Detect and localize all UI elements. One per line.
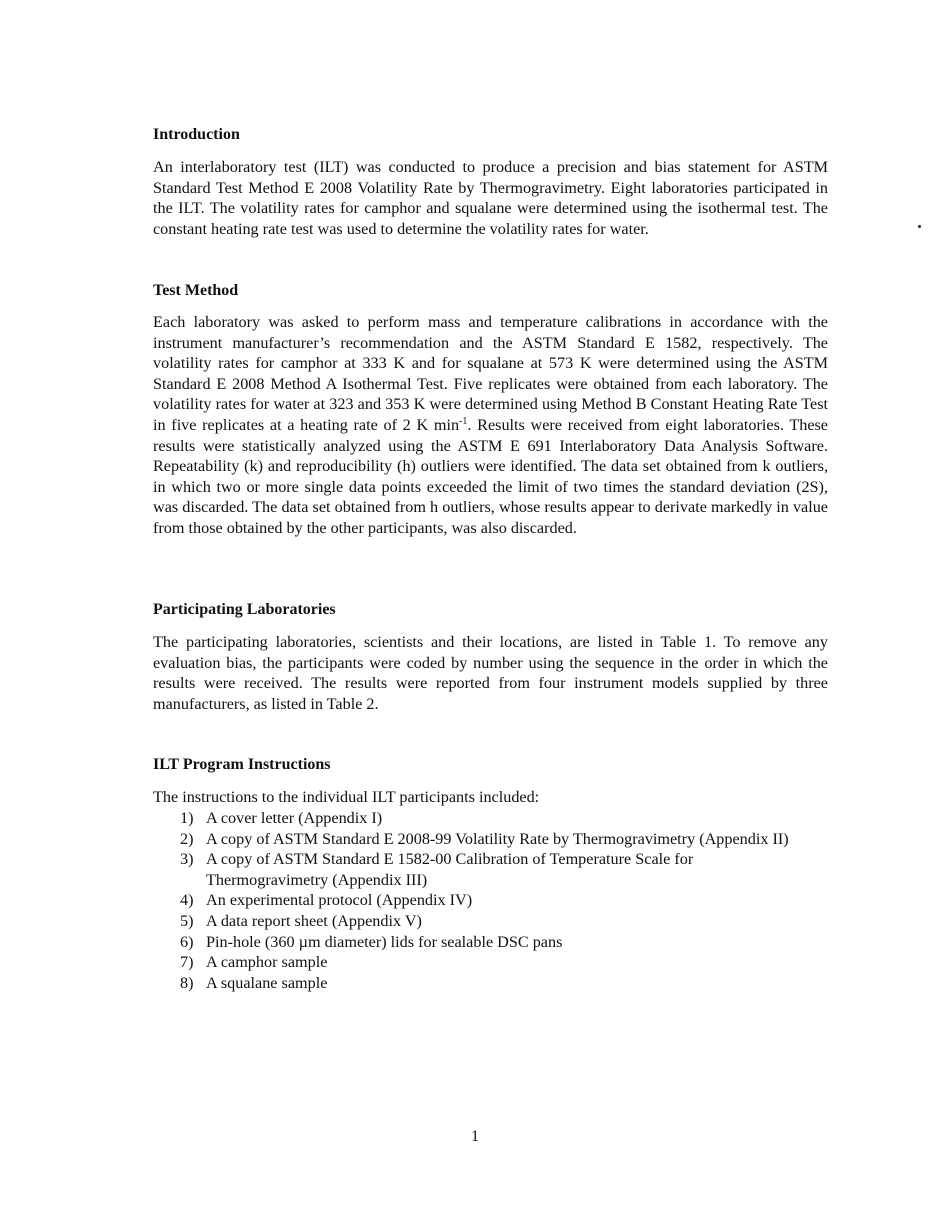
- list-item: 2) A copy of ASTM Standard E 2008-99 Volatility Rate by Thermogravimetry (Appendix II): [180, 829, 789, 848]
- instructions-list: [153, 808, 793, 993]
- section-heading-test-method: Test Method: [153, 282, 239, 299]
- list-item: 7) A camphor sample: [180, 953, 328, 972]
- list-item: 3) A copy of ASTM Standard E 1582-00 Calibration of Temperature Scale for Thermogravimetry (Appendix III): [180, 850, 694, 889]
- list-item: 8) A squalane sample: [180, 973, 328, 992]
- introduction-paragraph: An interlaboratory test (ILT) was conducted to produce a precision and bias statement for ASTM Standard Test Method E 2008 Volatility Rate by Thermogravimetry. Eight laboratories participated in the ILT. The volatility rates for camphor and squalane were determined using the isothermal test. The constant heating rate test was used to determine the volatility rates for water.: [153, 158, 828, 238]
- participating-labs-paragraph: The participating laboratories, scientists and their locations, are listed in Table 1. To remove any evaluation bias, the participants were coded by number using the sequence in the order in which the results were received. The results were reported from four instrument models supplied by three manufacturers, as listed in Table 2.: [153, 633, 828, 713]
- section-heading-participating-labs: Participating Laboratories: [153, 601, 336, 618]
- list-item: 1) A cover letter (Appendix I): [180, 809, 383, 827]
- page-number: 1: [471, 1128, 479, 1145]
- test-method-text-part1: Each laboratory was asked to perform mass and temperature calibrations in accordance with the instrument manufacturer’s recommendation and the ASTM Standard E 1582, respectively. The volatility rates for camphor at 333 K and for squalane at 573 K were determined using the ASTM Standard E 2008 Method A Isothermal Test. Five replicates were obtained from each laboratory. The volatility rates for water at 323 and 353 K were determined using Method B Constant Heating Rate Test in five replicates at a heating rate of 2 K min: [153, 313, 828, 434]
- section-heading-ilt-instructions: ILT Program Instructions: [153, 756, 331, 773]
- scan-speck: [918, 225, 921, 228]
- instructions-lead: The instructions to the individual ILT participants included:: [153, 788, 540, 806]
- test-method-paragraph: [153, 312, 828, 539]
- exponent-superscript: -1: [459, 415, 468, 427]
- section-heading-introduction: Introduction: [153, 126, 240, 143]
- list-item: 5) A data report sheet (Appendix V): [180, 911, 422, 930]
- list-item: 6) Pin-hole (360 µm diameter) lids for sealable DSC pans: [180, 932, 563, 951]
- test-method-text-part2: . Results were received from eight laboratories. These results were statistically analyzed using the ASTM E 691 Interlaboratory Data Analysis Software. Repeatability (k) and reproducibility (h) outliers were identified. The data set obtained from k outliers, in which two or more single data points exceeded the limit of two times the standard deviation (2S), was discarded. The data set obtained from h outliers, whose results appear to derivate markedly in value from those obtained by the other participants, was also discarded.: [153, 415, 828, 537]
- list-item: 4) An experimental protocol (Appendix IV): [180, 891, 473, 910]
